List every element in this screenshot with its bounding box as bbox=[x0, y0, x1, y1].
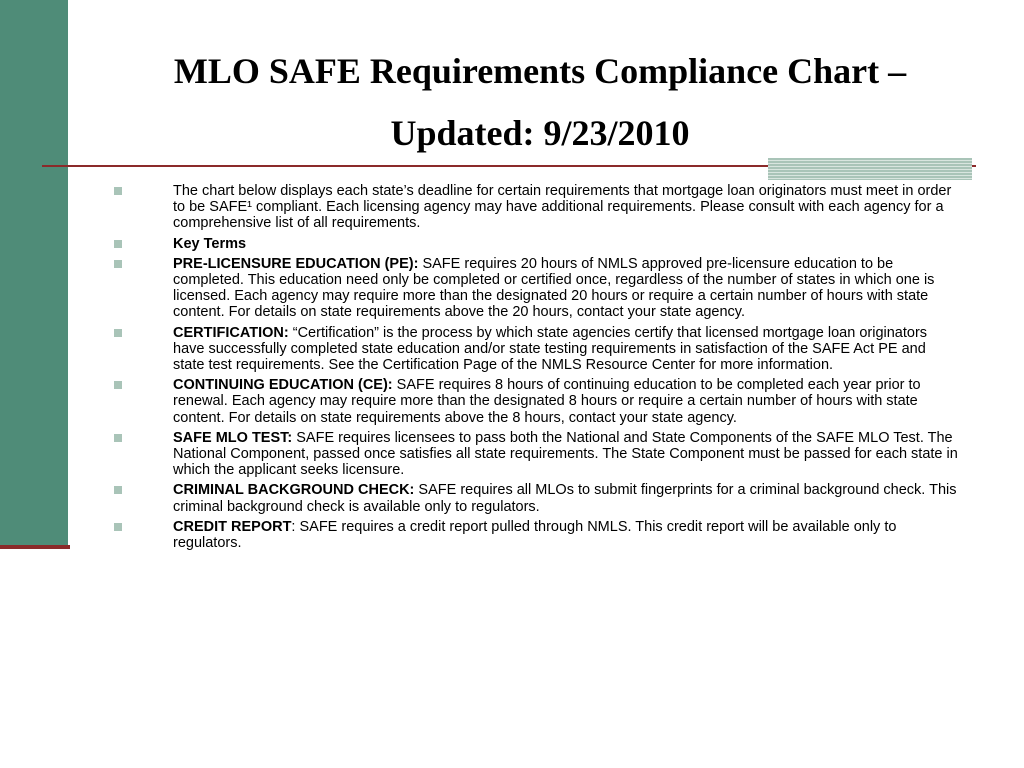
item-term: SAFE MLO TEST: bbox=[173, 429, 293, 446]
item-text: SAFE requires 20 hours of NMLS approved pre-licensure education to be completed. This education need only be completed or certified once, regardless of the number of states in which one is licensed. Each agency may require more than the designated 20 hours or require a certain number of hours with state content. For details on state requirements above the 20 hours, contact your state agency. bbox=[173, 255, 935, 321]
item-text: : SAFE requires a credit report pulled through NMLS. This credit report will be available only to regulators. bbox=[173, 518, 897, 552]
square-bullet-icon bbox=[114, 187, 122, 195]
square-bullet-icon bbox=[114, 434, 122, 442]
item-term: Key Terms bbox=[173, 235, 247, 252]
list-item-certification bbox=[114, 325, 960, 374]
item-term: CONTINUING EDUCATION (CE): bbox=[173, 377, 393, 394]
square-bullet-icon bbox=[114, 381, 122, 389]
bullet-list bbox=[114, 183, 960, 555]
list-item-pre-licensure bbox=[114, 256, 960, 321]
item-term: CREDIT REPORT bbox=[173, 518, 292, 535]
list-item-mlo-test bbox=[114, 430, 960, 479]
left-accent-bar bbox=[0, 0, 68, 546]
slide-title bbox=[110, 40, 970, 164]
item-text: SAFE requires all MLOs to submit fingerprints for a criminal background check. This criminal background check is available only to regulators. bbox=[173, 482, 957, 515]
item-term: CRIMINAL BACKGROUND CHECK: bbox=[173, 482, 415, 499]
title-line-2: Updated: 9/23/2010 bbox=[390, 113, 690, 153]
square-bullet-icon bbox=[114, 486, 122, 494]
item-term: PRE-LICENSURE EDUCATION (PE): bbox=[173, 255, 419, 272]
item-text: SAFE requires licensees to pass both the National and State Components of the SAFE MLO Test. The National Component, passed once satisfies all state requirements. The State Component must be passed for each state in which the applicant seeks licensure. bbox=[173, 429, 958, 479]
square-bullet-icon bbox=[114, 240, 122, 248]
list-item-background-check bbox=[114, 482, 960, 514]
list-item-intro bbox=[114, 183, 960, 232]
list-item-continuing-education bbox=[114, 377, 960, 426]
item-text: “Certification” is the process by which state agencies certify that licensed mortgage loan originators have successfully completed state education and/or state testing requirements in satisfaction of the SAFE Act PE and state test requirements. See the Certification Page of the NMLS Resource Center for more information. bbox=[173, 324, 928, 374]
square-bullet-icon bbox=[114, 260, 122, 268]
item-text: The chart below displays each state’s deadline for certain requirements that mortgage loan originators must meet in order to be SAFE¹ compliant. Each licensing agency may have additional requirements. Please consult with each agency for a comprehensive list of all requirements. bbox=[173, 183, 952, 232]
title-line-1: MLO SAFE Requirements Compliance Chart – bbox=[173, 51, 907, 91]
item-text: SAFE requires 8 hours of continuing education to be completed each year prior to renewal. Each agency may require more than the designated 8 hours or require a certain number of hours with state content. For details on state requirements above the 8 hours, contact your state agency. bbox=[173, 377, 921, 426]
square-bullet-icon bbox=[114, 329, 122, 337]
list-item-key-terms bbox=[114, 236, 960, 252]
square-bullet-icon bbox=[114, 523, 122, 531]
decorative-stripes bbox=[768, 158, 972, 180]
list-item-credit-report bbox=[114, 519, 960, 551]
item-term: CERTIFICATION: bbox=[173, 324, 289, 341]
left-accent-underline bbox=[0, 545, 70, 549]
